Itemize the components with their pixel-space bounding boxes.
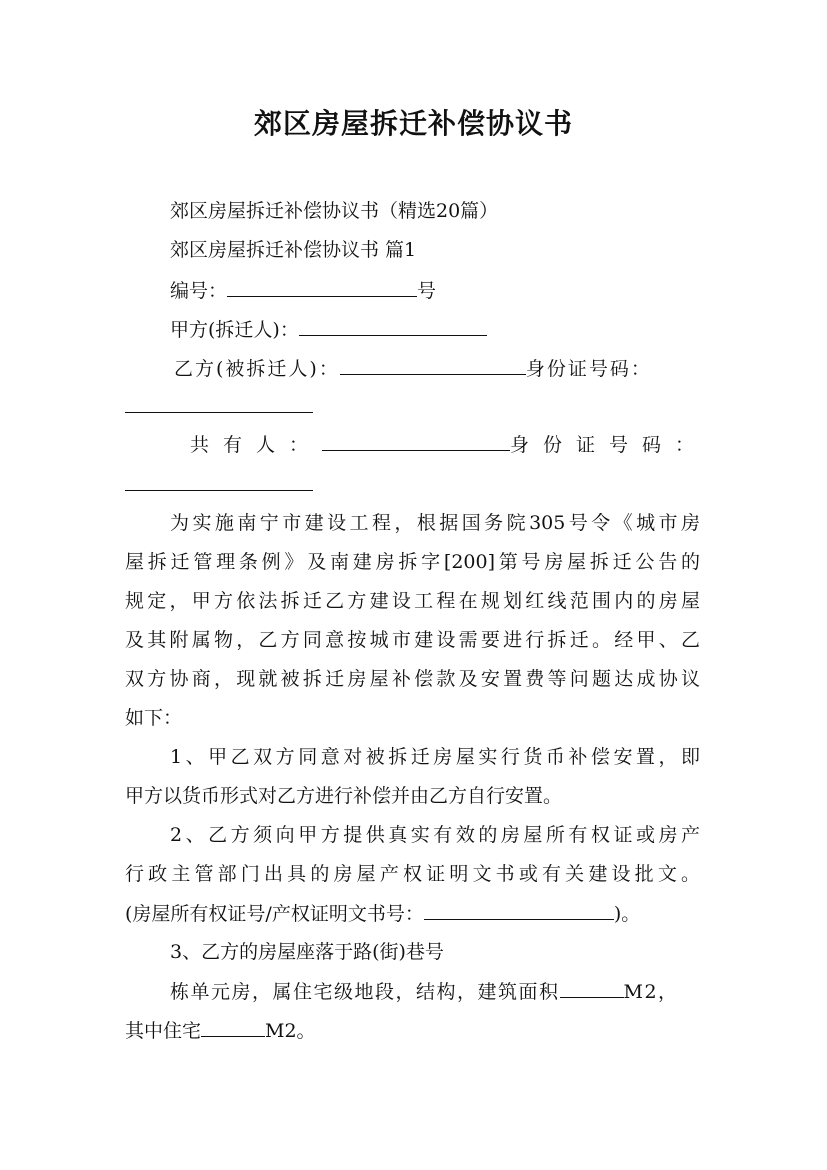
certificate-number-label: (房屋所有权证号/产权证明文书号： (125, 903, 424, 925)
co-owner-label: 共有人： (190, 434, 323, 456)
floor-area-unit: M2， (623, 981, 679, 1003)
paragraph-1-line-1: 为实施南宁市建设工程，根据国务院305号令《城市房 (170, 512, 700, 534)
paragraph-1-line-5: 双方协商，现就被拆迁房屋补偿款及安置费等问题达成协议 (125, 668, 700, 690)
clause-1-line-1: 1、甲乙双方同意对被拆迁房屋实行货币补偿安置，即 (170, 746, 700, 768)
number-line (170, 278, 436, 303)
residential-label: 其中住宅 (125, 1020, 202, 1042)
party-a-blank (299, 317, 487, 336)
co-owner-id-label: 身份证号码： (510, 434, 709, 456)
document-title: 郊区房屋拆迁补偿协议书 (253, 107, 573, 140)
party-b-line (174, 356, 652, 381)
clause-3-line-3 (125, 1018, 316, 1043)
co-owner-blank (322, 432, 510, 451)
party-b-id-label: 身份证号码： (525, 358, 652, 380)
paragraph-1-line-2: 屋拆迁管理条例》及南建房拆字[200]第号房屋拆迁公告的 (125, 551, 700, 573)
clause-3-line-2 (170, 979, 679, 1004)
co-owner-id-blank (125, 490, 313, 491)
residential-area-blank (201, 1018, 265, 1037)
clause-2-line-3 (125, 901, 640, 926)
section-heading: 郊区房屋拆迁补偿协议书 篇1 (170, 239, 417, 261)
party-b-label: 乙方(被拆迁人)： (174, 358, 340, 380)
co-owner-line (190, 432, 708, 457)
party-b-id-blank (125, 412, 313, 413)
certificate-number-blank (424, 901, 614, 920)
number-label: 编号： (170, 280, 228, 302)
floor-area-blank (560, 979, 624, 998)
clause-2-line-2: 行政主管部门出具的房屋产权证明文书或有关建设批文。 (125, 863, 700, 885)
paragraph-1-line-6: 如下： (125, 707, 183, 729)
party-b-blank (340, 356, 526, 375)
paragraph-1-line-3: 规定，甲方依法拆迁乙方建设工程在规划红线范围内的房屋 (125, 590, 700, 612)
certificate-number-close: )。 (613, 903, 641, 925)
paragraph-1-line-4: 及其附属物，乙方同意按城市建设需要进行拆迁。经甲、乙 (125, 629, 700, 651)
number-suffix: 号 (417, 280, 437, 302)
clause-3-line-1: 3、乙方的房屋座落于路(街)巷号 (170, 941, 444, 963)
subtitle-line: 郊区房屋拆迁补偿协议书（精选20篇） (170, 200, 499, 222)
residential-area-unit: M2。 (265, 1020, 316, 1042)
building-description: 栋单元房，属住宅级地段，结构，建筑面积 (170, 981, 560, 1003)
party-a-line (170, 317, 487, 342)
party-a-label: 甲方(拆迁人)： (170, 319, 299, 341)
clause-1-line-2: 甲方以货币形式对乙方进行补偿并由乙方自行安置。 (125, 785, 563, 807)
clause-2-line-1: 2、乙方须向甲方提供真实有效的房屋所有权证或房产 (170, 824, 700, 846)
number-blank (227, 278, 417, 297)
